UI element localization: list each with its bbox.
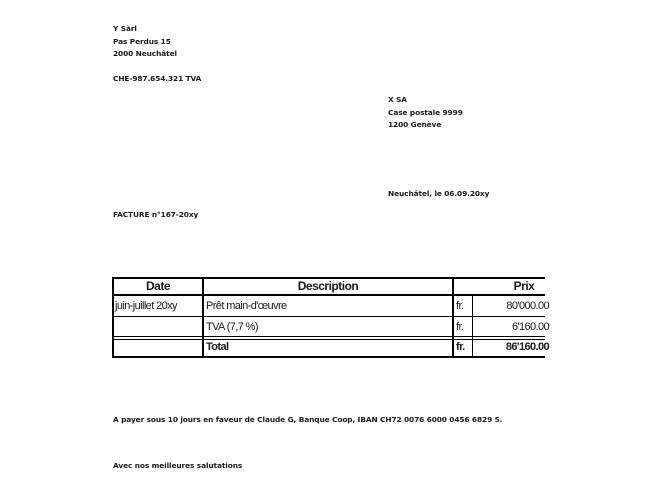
row-date: juin-juillet 20xy — [115, 300, 177, 312]
sender-address — [113, 23, 177, 61]
recipient-address — [388, 94, 463, 132]
table-divider-currency — [472, 296, 473, 356]
header-date: Date — [145, 279, 170, 293]
row-description: Prêt main-d'œuvre — [206, 300, 287, 312]
total-currency: fr. — [456, 341, 465, 353]
row-currency: fr. — [456, 300, 464, 312]
row-currency: fr. — [456, 321, 464, 333]
invoice-title: FACTURE n°167-20xy — [113, 210, 199, 219]
header-price: Prix — [513, 279, 535, 293]
sender-city: 2000 Neuchâtel — [113, 49, 177, 58]
recipient-po-box: Case postale 9999 — [388, 107, 463, 117]
table-header-rule — [114, 294, 545, 296]
recipient-name: X SA — [388, 95, 407, 104]
total-amount: 86'160.00 — [505, 341, 549, 353]
table-row-rule — [114, 316, 545, 317]
total-label: Total — [206, 341, 229, 353]
payment-terms: A payer sous 10 jours en faveur de Claude G, Banque Coop, IBAN CH72 0076 6000 0456 6829 5. — [113, 415, 503, 424]
place-and-date: Neuchâtel, le 06.09.20xy — [388, 189, 490, 198]
row-description: TVA (7,7 %) — [206, 321, 258, 333]
row-amount: 6'160.00 — [511, 321, 549, 333]
table-row-rule — [114, 336, 545, 337]
invoice-table — [112, 277, 549, 358]
recipient-city: 1200 Genève — [388, 120, 442, 129]
row-amount: 80'000.00 — [506, 300, 549, 312]
closing-salutation: Avec nos meilleures salutations — [113, 461, 243, 470]
sender-name: Y Sàrl — [113, 24, 137, 33]
sender-street: Pas Perdus 15 — [113, 36, 171, 46]
header-description: Description — [297, 279, 359, 293]
sender-vat-number: CHE-987.654.321 TVA — [113, 74, 202, 83]
